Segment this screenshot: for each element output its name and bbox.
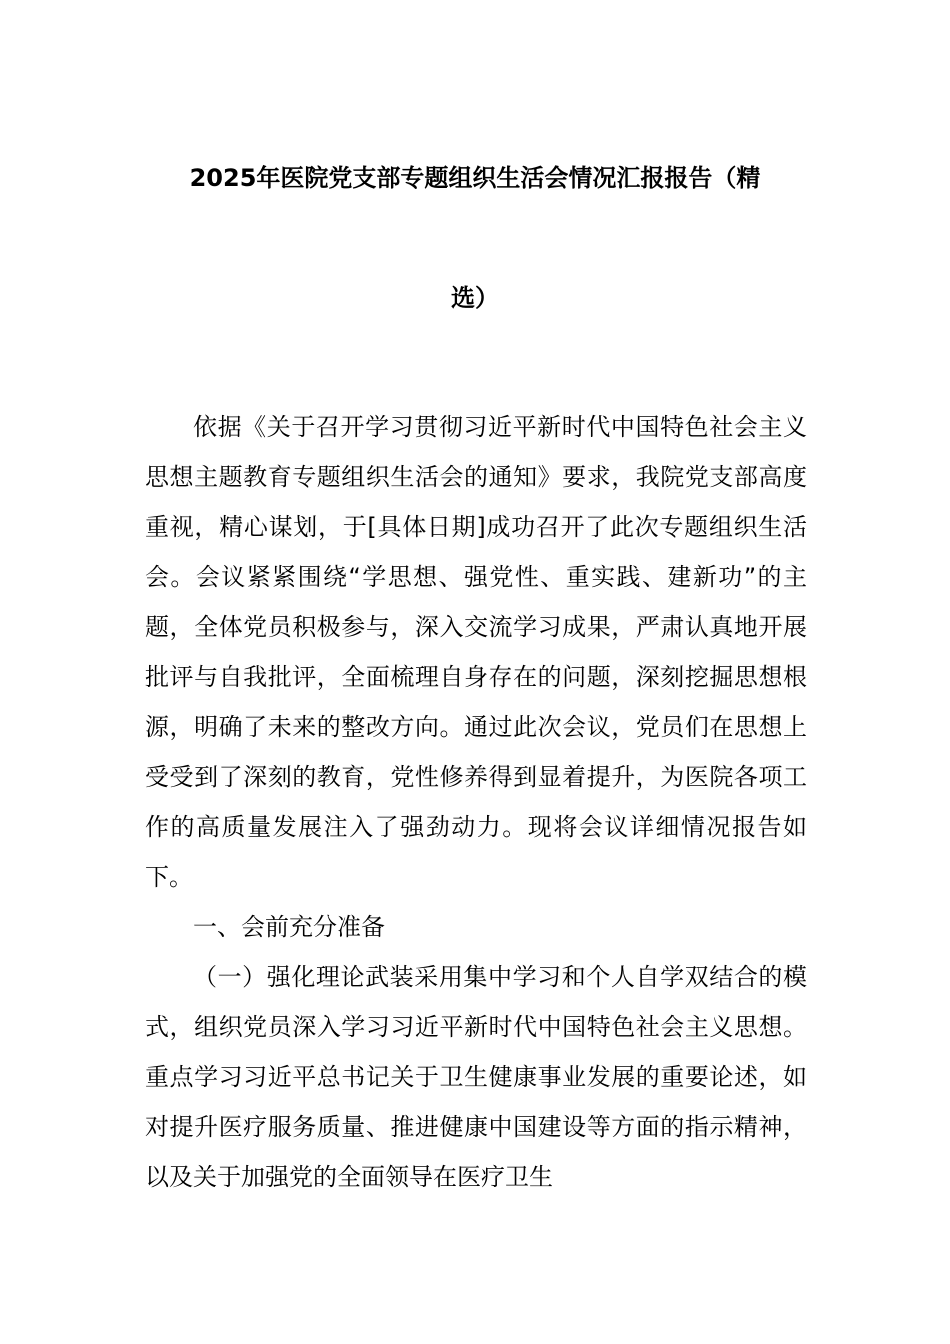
section-heading: 一、会前充分准备 (193, 913, 385, 941)
document-title-line-1: 2025年医院党支部专题组织生活会情况汇报报告（精 (189, 164, 761, 192)
document-body (145, 402, 807, 1202)
intro-paragraph: 依据《关于召开学习贯彻习近平新时代中国特色社会主义思想主题教育专题组织生活会的通知》要求，我院党支部高度重视，精心谋划，于[具体日期]成功召开了此次专题组织生活会。会议紧紧围绕“学思想、强党性、重实践、建新功”的主题，全体党员积极参与，深入交流学习成果，严肃认真地开展批评与自我批评，全面梳理自身存在的问题，深刻挖掘思想根源，明确了未来的整改方向。通过此次会议，党员们在思想上受受到了深刻的教育，党性修养得到显着提升，为医院各项工作的高质量发展注入了强劲动力。现将会议详细情况报告如下。 (145, 413, 807, 891)
document-title-line-2: 选） (451, 284, 499, 312)
subsection-paragraph: （一）强化理论武装采用集中学习和个人自学双结合的模式，组织党员深入学习习近平新时代中国特色社会主义思想。重点学习习近平总书记关于卫生健康事业发展的重要论述，如对提升医疗服务质量、推进健康中国建设等方面的指示精神，以及关于加强党的全面领导在医疗卫生 (145, 963, 807, 1191)
